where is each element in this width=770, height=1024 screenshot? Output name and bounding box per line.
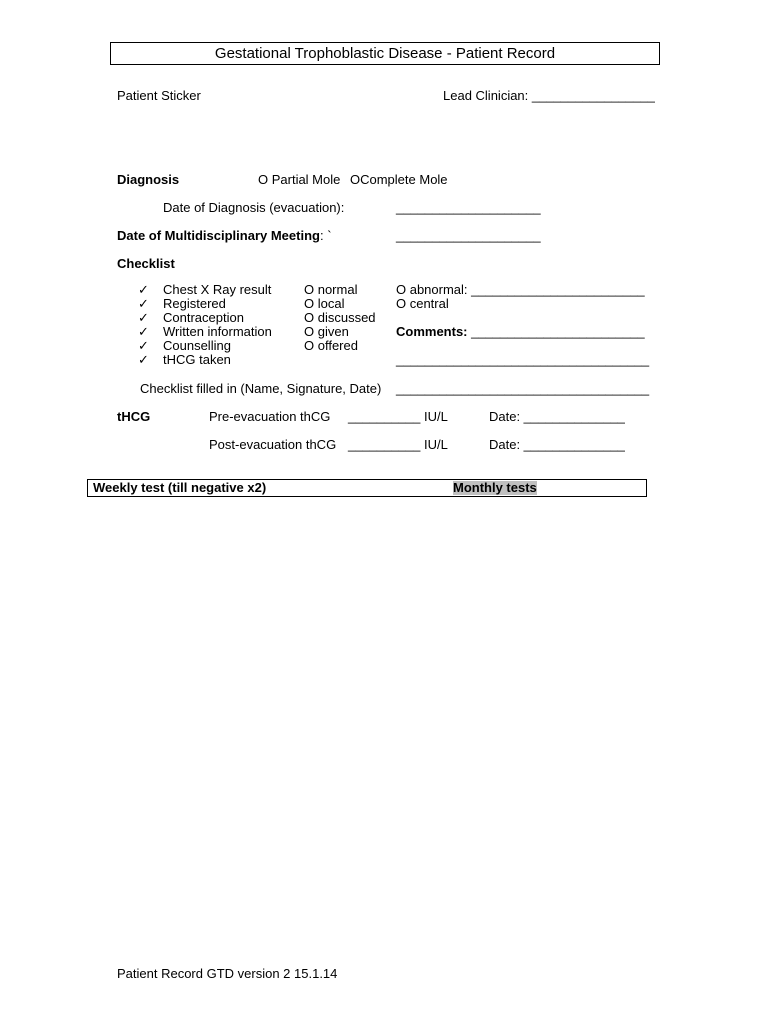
checklist-item bbox=[138, 297, 272, 311]
checklist-item-label: Counselling bbox=[163, 338, 231, 353]
checklist-options bbox=[304, 283, 376, 353]
checklist-item bbox=[138, 353, 272, 367]
tests-header bbox=[87, 479, 647, 497]
checklist-item bbox=[138, 283, 272, 297]
lead-clinician-field[interactable]: Lead Clinician: _________________ bbox=[443, 88, 655, 103]
check-icon: ✓ bbox=[138, 310, 149, 325]
checklist bbox=[138, 283, 272, 367]
checklist-filled-in-field[interactable]: ___________________________________ bbox=[396, 381, 650, 396]
comments-label: Comments: bbox=[396, 324, 468, 339]
offered-radio[interactable]: O offered bbox=[304, 338, 358, 353]
checklist-item-label: Chest X Ray result bbox=[163, 282, 272, 297]
normal-radio[interactable]: O normal bbox=[304, 282, 358, 297]
weekly-test-label: Weekly test (till negative x2) bbox=[93, 480, 267, 495]
checklist-item-label: Written information bbox=[163, 324, 272, 339]
abnormal-radio[interactable]: O abnormal: ________________________ bbox=[396, 282, 645, 297]
discussed-radio[interactable]: O discussed bbox=[304, 310, 376, 325]
check-icon: ✓ bbox=[138, 352, 149, 367]
checklist-filled-in-label: Checklist filled in (Name, Signature, Date) bbox=[140, 381, 382, 396]
pre-evacuation-value-field[interactable]: __________ bbox=[348, 409, 421, 424]
checklist-item bbox=[138, 311, 272, 325]
date-of-diagnosis-field[interactable]: ____________________ bbox=[396, 200, 541, 215]
footer-version: Patient Record GTD version 2 15.1.14 bbox=[117, 966, 338, 981]
thcg-label: tHCG bbox=[117, 409, 151, 424]
check-icon: ✓ bbox=[138, 338, 149, 353]
central-radio[interactable]: O central bbox=[396, 296, 449, 311]
monthly-tests-label: Monthly tests bbox=[453, 480, 537, 495]
checklist-item-label: Registered bbox=[163, 296, 226, 311]
given-radio[interactable]: O given bbox=[304, 324, 349, 339]
pre-evacuation-unit: IU/L bbox=[424, 409, 448, 424]
comments-row bbox=[396, 325, 645, 339]
post-evacuation-label: Post-evacuation thCG bbox=[209, 437, 337, 452]
pre-evacuation-label: Pre-evacuation thCG bbox=[209, 409, 331, 424]
checklist-heading: Checklist bbox=[117, 256, 175, 271]
post-evacuation-unit: IU/L bbox=[424, 437, 448, 452]
checklist-item-label: tHCG taken bbox=[163, 352, 231, 367]
partial-mole-radio[interactable]: O Partial Mole bbox=[258, 172, 341, 187]
check-icon: ✓ bbox=[138, 296, 149, 311]
mdm-label-row bbox=[117, 228, 332, 243]
complete-mole-radio[interactable]: OComplete Mole bbox=[350, 172, 448, 187]
post-evacuation-date-field[interactable]: Date: ______________ bbox=[489, 437, 625, 452]
page-title: Gestational Trophoblastic Disease - Patient Record bbox=[110, 42, 660, 65]
mdm-date-field[interactable]: ____________________ bbox=[396, 228, 541, 243]
checklist-item bbox=[138, 339, 272, 353]
local-radio[interactable]: O local bbox=[304, 296, 345, 311]
comments-field[interactable]: ________________________ bbox=[467, 324, 645, 339]
mdm-label: Date of Multidisciplinary Meeting bbox=[117, 228, 320, 243]
checklist-item-label: Contraception bbox=[163, 310, 244, 325]
comments-extra-line[interactable]: ___________________________________ bbox=[396, 352, 650, 367]
checklist-item bbox=[138, 325, 272, 339]
diagnosis-label: Diagnosis bbox=[117, 172, 180, 187]
pre-evacuation-date-field[interactable]: Date: ______________ bbox=[489, 409, 625, 424]
patient-sticker-label: Patient Sticker bbox=[117, 88, 201, 103]
date-of-diagnosis-label: Date of Diagnosis (evacuation): bbox=[163, 200, 345, 215]
post-evacuation-value-field[interactable]: __________ bbox=[348, 437, 421, 452]
check-icon: ✓ bbox=[138, 324, 149, 339]
mdm-suffix: : ` bbox=[319, 228, 332, 243]
check-icon: ✓ bbox=[138, 282, 149, 297]
